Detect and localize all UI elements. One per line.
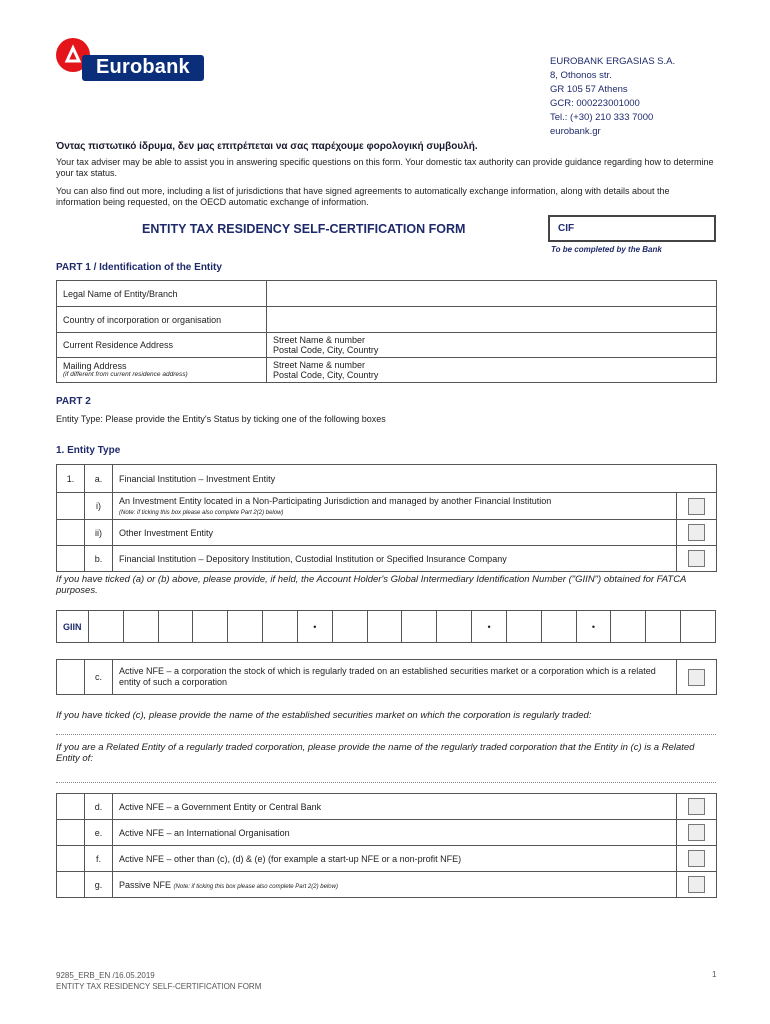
row-number: 1.: [57, 465, 85, 493]
bank-address: [550, 55, 675, 139]
giin-cell[interactable]: [506, 611, 541, 643]
address-line: 8, Othonos str.: [550, 70, 612, 81]
option-ii-text: Other Investment Entity: [113, 520, 677, 546]
footer-form-name: ENTITY TAX RESIDENCY SELF-CERTIFICATION FORM: [56, 982, 262, 991]
option-d-text: Active NFE – a Government Entity or Central Bank: [113, 794, 677, 820]
giin-cell[interactable]: [681, 611, 716, 643]
legal-name-input[interactable]: [267, 281, 717, 307]
footer: [56, 970, 261, 992]
option-f-text: Active NFE – other than (c), (d) & (e) (for example a start-up NFE or a non-profit NFE): [113, 846, 677, 872]
checkbox-option-d[interactable]: [688, 798, 705, 815]
checkbox-option-b[interactable]: [688, 550, 705, 567]
giin-separator: •: [472, 611, 507, 643]
eurobank-logo: [56, 38, 206, 86]
logo-text: Eurobank: [96, 56, 190, 78]
form-title: ENTITY TAX RESIDENCY SELF-CERTIFICATION FORM: [142, 222, 466, 236]
giin-cell[interactable]: [367, 611, 402, 643]
market-input-line[interactable]: [56, 734, 716, 735]
option-c-text: Active NFE – a corporation the stock of which is regularly traded on an established securities market or a corporation which is a related entity of such a corporation: [113, 660, 677, 695]
entity-type-table: [56, 464, 717, 572]
mailing-address-input[interactable]: Street Name & number Postal Code, City, Country: [267, 358, 717, 383]
option-i-text: An Investment Entity located in a Non-Participating Jurisdiction and managed by another Financial Institution (Note: if ticking this box please also complete Part 2(2) below): [113, 493, 677, 520]
option-e-text: Active NFE – an International Organisation: [113, 820, 677, 846]
cif-label: CIF: [558, 223, 575, 234]
address-line: GCR: 000223001000: [550, 98, 640, 109]
part1-heading: PART 1 / Identification of the Entity: [56, 262, 222, 273]
country-input[interactable]: [267, 307, 717, 333]
option-a-text: Financial Institution – Investment Entity: [113, 465, 717, 493]
option-c-table: [56, 659, 717, 695]
cif-field[interactable]: [548, 215, 716, 242]
checkbox-option-ii[interactable]: [688, 524, 705, 541]
identification-table: [56, 280, 717, 383]
giin-cell[interactable]: [123, 611, 158, 643]
giin-cell[interactable]: [646, 611, 681, 643]
option-i-label: i): [85, 493, 113, 520]
market-instruction: If you have ticked (c), please provide the name of the established securities market on which the corporation is regularly traded:: [56, 710, 592, 721]
giin-label: GIIN: [57, 611, 89, 643]
giin-cell[interactable]: [402, 611, 437, 643]
greek-notice: Όντας πιστωτικό ίδρυμα, δεν μας επιτρέπεται να σας παρέχουμε φορολογική συμβουλή.: [56, 141, 478, 152]
address-link[interactable]: eurobank.gr: [550, 126, 601, 137]
intro-paragraph-1: Your tax adviser may be able to assist you in answering specific questions on this form. Your domestic tax authority can provide guidance regarding how to determine your tax status.: [56, 157, 714, 178]
checkbox-option-g[interactable]: [688, 876, 705, 893]
option-f-letter: f.: [85, 846, 113, 872]
option-a-letter: a.: [85, 465, 113, 493]
checkbox-option-e[interactable]: [688, 824, 705, 841]
address-line: EUROBANK ERGASIAS S.A.: [550, 56, 676, 67]
option-b-text: Financial Institution – Depository Institution, Custodial Institution or Specified Insurance Company: [113, 546, 677, 572]
giin-cell[interactable]: [611, 611, 646, 643]
giin-cell[interactable]: [437, 611, 472, 643]
footer-code: 9285_ERB_EN /16.05.2019: [56, 971, 155, 980]
giin-cell[interactable]: [263, 611, 298, 643]
giin-separator: •: [576, 611, 611, 643]
option-e-letter: e.: [85, 820, 113, 846]
intro-paragraph-2: You can also find out more, including a list of jurisdictions that have signed agreements to automatically exchange information, along with details about the information being requested, on the OECD automatic exchange of information.: [56, 186, 670, 207]
current-address-label: Current Residence Address: [57, 333, 267, 358]
address-line: Tel.: (+30) 210 333 7000: [550, 112, 654, 123]
giin-cell[interactable]: [332, 611, 367, 643]
nfe-options-table: [56, 793, 717, 898]
option-c-letter: c.: [85, 660, 113, 695]
giin-table: [56, 610, 716, 643]
current-address-input[interactable]: Street Name & number Postal Code, City, Country: [267, 333, 717, 358]
related-entity-input-line[interactable]: [56, 782, 716, 783]
page-number: 1: [712, 970, 717, 979]
giin-instruction: If you have ticked (a) or (b) above, please provide, if held, the Account Holder's Global Intermediary Identification Number ("GIIN") obtained for FATCA purposes.: [56, 574, 687, 596]
option-g-letter: g.: [85, 872, 113, 898]
giin-cell[interactable]: [158, 611, 193, 643]
part2-instruction: Entity Type: Please provide the Entity's Status by ticking one of the following boxes: [56, 414, 386, 424]
giin-cell[interactable]: [193, 611, 228, 643]
option-b-letter: b.: [85, 546, 113, 572]
part2-heading: PART 2: [56, 396, 91, 407]
entity-type-heading: 1. Entity Type: [56, 445, 121, 456]
giin-cell[interactable]: [541, 611, 576, 643]
address-line: GR 105 57 Athens: [550, 84, 628, 95]
related-entity-instruction: If you are a Related Entity of a regularly traded corporation, please provide the name of the regularly traded corporation that the Entity in (c) is a Related Entity of:: [56, 742, 695, 764]
giin-cell[interactable]: [89, 611, 124, 643]
option-g-text: Passive NFE (Note: if ticking this box please also complete Part 2(2) below): [113, 872, 677, 898]
checkbox-option-i[interactable]: [688, 498, 705, 515]
option-ii-label: ii): [85, 520, 113, 546]
checkbox-option-c[interactable]: [688, 669, 705, 686]
option-d-letter: d.: [85, 794, 113, 820]
checkbox-option-f[interactable]: [688, 850, 705, 867]
mailing-address-label: Mailing Address (if different from current residence address): [57, 358, 267, 383]
legal-name-label: Legal Name of Entity/Branch: [57, 281, 267, 307]
cif-note: To be completed by the Bank: [551, 245, 662, 254]
country-label: Country of incorporation or organisation: [57, 307, 267, 333]
giin-cell[interactable]: [228, 611, 263, 643]
giin-separator: •: [297, 611, 332, 643]
